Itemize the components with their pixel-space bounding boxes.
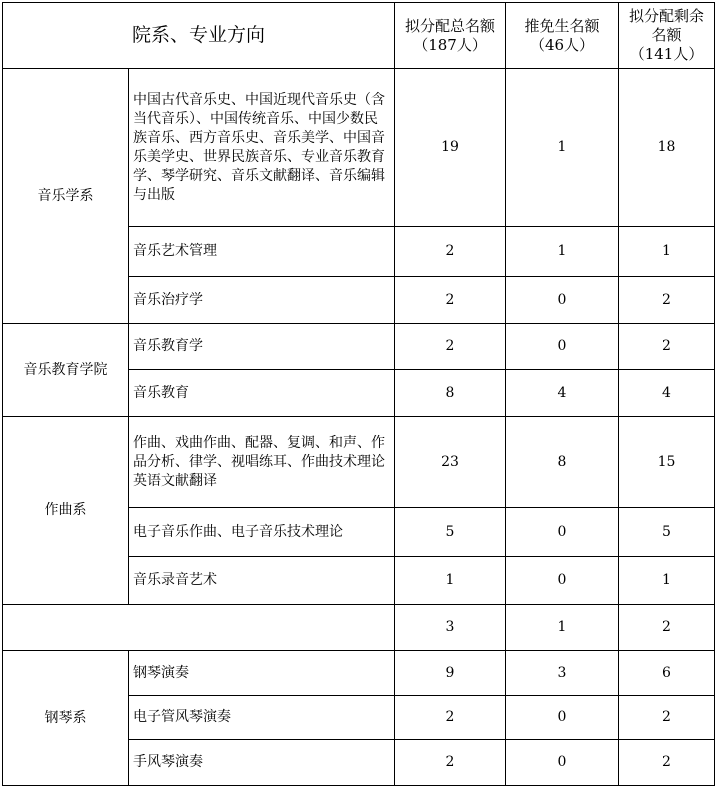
- exempt-cell: 0: [506, 740, 619, 786]
- dept-cell: 音乐学系: [3, 69, 129, 324]
- total-cell: 2: [395, 324, 506, 370]
- total-cell: 19: [395, 69, 506, 227]
- remaining-cell: 5: [619, 508, 715, 557]
- total-cell: 2: [395, 740, 506, 786]
- total-cell: 2: [395, 696, 506, 740]
- header-remaining-label-2: 名额: [651, 26, 682, 44]
- header-total-quota: [395, 3, 506, 69]
- remaining-cell: 1: [619, 227, 715, 277]
- total-cell: 5: [395, 508, 506, 557]
- header-total-count: （187人）: [413, 35, 487, 54]
- exempt-cell: 4: [506, 370, 619, 417]
- major-cell: 音乐艺术管理: [129, 227, 395, 277]
- major-cell: 作曲、戏曲作曲、配器、复调、和声、作品分析、律学、视唱练耳、作曲技术理论英语文献翻译: [129, 417, 395, 508]
- remaining-cell: 6: [619, 651, 715, 696]
- exempt-cell: 0: [506, 277, 619, 324]
- dept-cell: 作曲系: [3, 417, 129, 605]
- exempt-cell: 1: [506, 605, 619, 651]
- remaining-cell: 15: [619, 417, 715, 508]
- remaining-cell: 2: [619, 605, 715, 651]
- remaining-cell: 2: [619, 324, 715, 370]
- major-cell: 钢琴演奏: [129, 651, 395, 696]
- remaining-cell: 4: [619, 370, 715, 417]
- major-cell: 中国古代音乐史、中国近现代音乐史（含当代音乐）、中国传统音乐、中国少数民族音乐、西方音乐史、音乐美学、中国音乐美学史、世界民族音乐、专业音乐教育学、琴学研究、音乐文献翻译、音乐编辑与出版: [129, 69, 395, 227]
- major-cell: 音乐教育学: [129, 324, 395, 370]
- total-cell: 1: [395, 557, 506, 605]
- table-row: [3, 69, 715, 227]
- header-remaining-count: （141人）: [629, 45, 704, 63]
- exempt-cell: 1: [506, 227, 619, 277]
- remaining-cell: 2: [619, 696, 715, 740]
- dept-cell: 钢琴系: [3, 651, 129, 786]
- exempt-cell: 0: [506, 324, 619, 370]
- major-cell: 音乐教育: [129, 370, 395, 417]
- table-row: [3, 605, 715, 651]
- dept-cell: [3, 605, 395, 651]
- remaining-cell: 2: [619, 740, 715, 786]
- major-cell: 手风琴演奏: [129, 740, 395, 786]
- major-cell: 音乐录音艺术: [129, 557, 395, 605]
- table-row: [3, 651, 715, 696]
- exempt-cell: 3: [506, 651, 619, 696]
- major-cell: 音乐治疗学: [129, 277, 395, 324]
- quota-table: [2, 2, 715, 786]
- table-row: [3, 324, 715, 370]
- header-dept-major: 院系、专业方向: [3, 3, 395, 69]
- table-row: [3, 417, 715, 508]
- header-exempt-count: （46人）: [529, 35, 595, 54]
- exempt-cell: 1: [506, 69, 619, 227]
- total-cell: 3: [395, 605, 506, 651]
- total-cell: 2: [395, 227, 506, 277]
- exempt-cell: 0: [506, 557, 619, 605]
- total-cell: 23: [395, 417, 506, 508]
- total-cell: 2: [395, 277, 506, 324]
- total-cell: 9: [395, 651, 506, 696]
- major-cell: 电子管风琴演奏: [129, 696, 395, 740]
- header-row: [3, 3, 715, 69]
- total-cell: 8: [395, 370, 506, 417]
- dept-cell: 音乐教育学院: [3, 324, 129, 417]
- remaining-cell: 18: [619, 69, 715, 227]
- header-exempt-label: 推免生名额: [524, 16, 600, 35]
- header-remaining-label-1: 拟分配剩余: [629, 7, 705, 25]
- exempt-cell: 0: [506, 696, 619, 740]
- major-cell: 电子音乐作曲、电子音乐技术理论: [129, 508, 395, 557]
- header-exempt-quota: [506, 3, 619, 69]
- remaining-cell: 1: [619, 557, 715, 605]
- header-total-label: 拟分配总名额: [405, 16, 496, 35]
- exempt-cell: 8: [506, 417, 619, 508]
- header-remaining-quota: [619, 3, 715, 69]
- remaining-cell: 2: [619, 277, 715, 324]
- exempt-cell: 0: [506, 508, 619, 557]
